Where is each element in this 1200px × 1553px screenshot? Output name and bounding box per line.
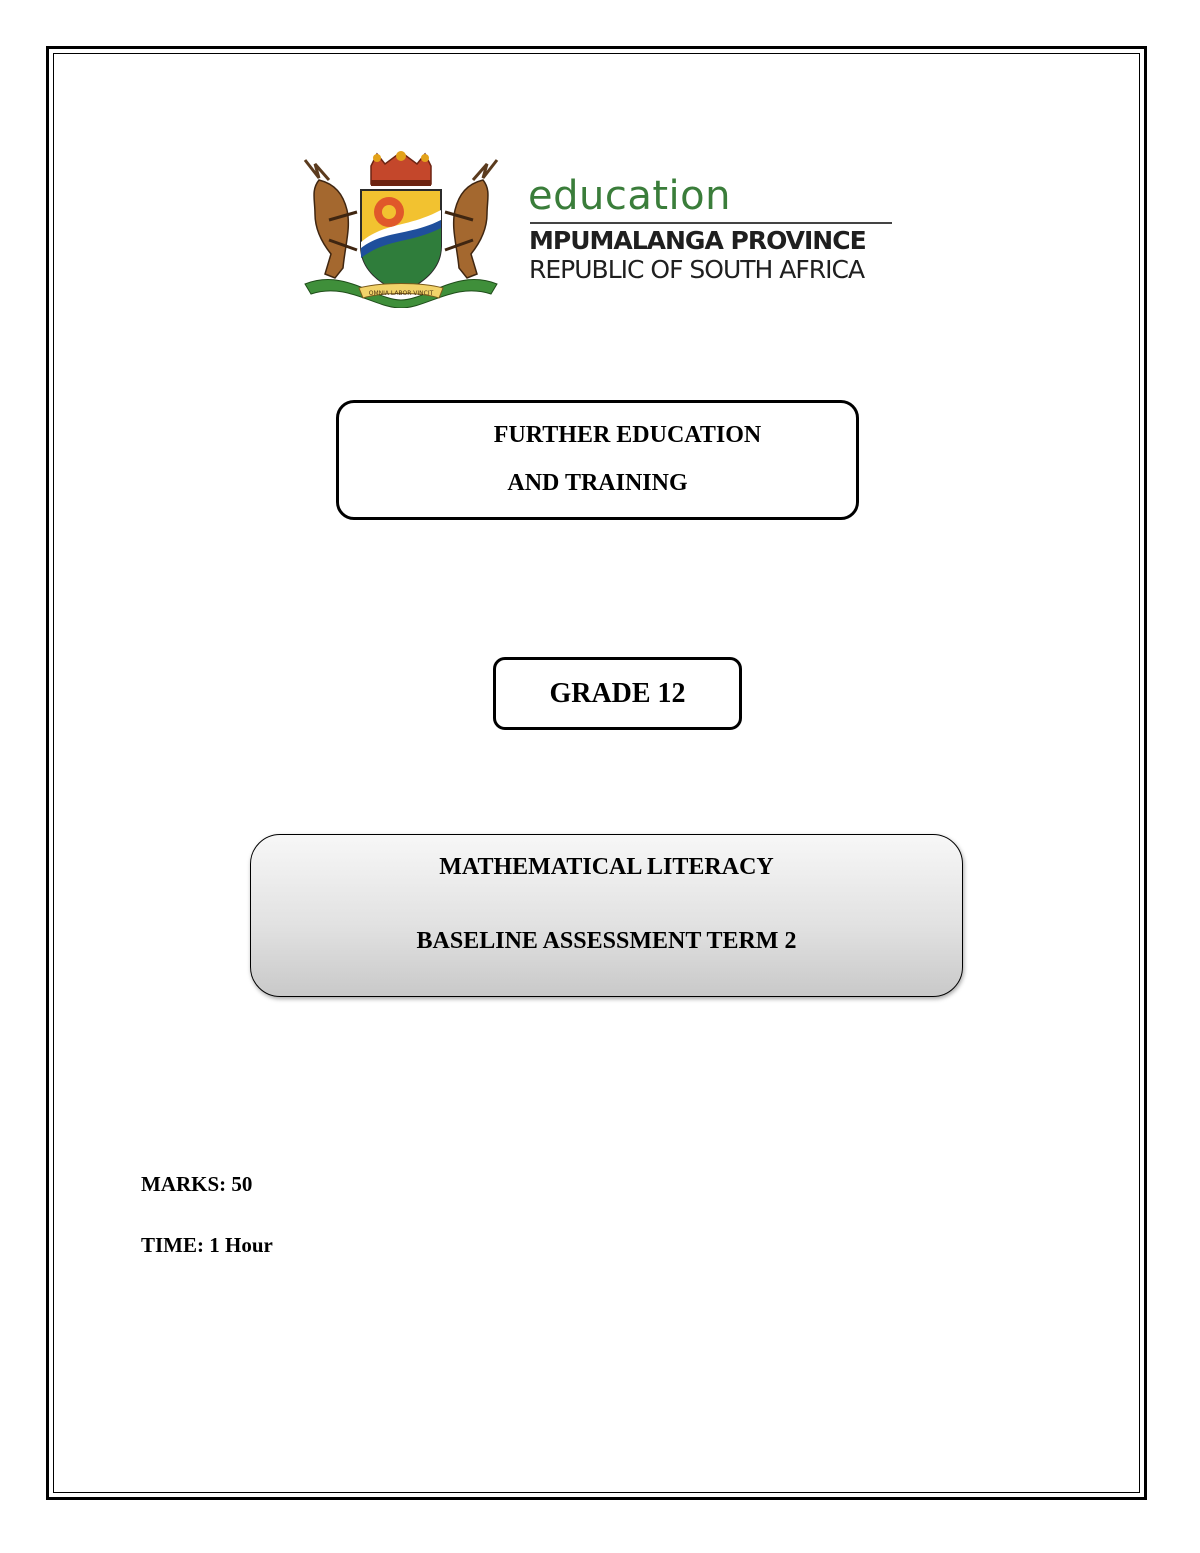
logo-education-word: education (528, 173, 731, 219)
education-logo (285, 150, 905, 310)
logo-country: REPUBLIC OF SOUTH AFRICA (529, 255, 865, 284)
logo-province: MPUMALANGA PROVINCE (529, 226, 866, 255)
assessment-title: BASELINE ASSESSMENT TERM 2 (416, 928, 797, 954)
logo-divider (530, 222, 892, 224)
phase-line-2: AND TRAINING (507, 470, 688, 496)
grade-box (493, 657, 742, 730)
phase-line-1: FURTHER EDUCATION (493, 422, 762, 448)
grade-label: GRADE 12 (549, 677, 686, 709)
svg-text:OMNIA LABOR VINCIT: OMNIA LABOR VINCIT (368, 290, 434, 297)
subject-title: MATHEMATICAL LITERACY (439, 854, 774, 880)
subject-box (250, 834, 963, 997)
time-label: TIME: 1 Hour (141, 1233, 273, 1257)
phase-box (336, 400, 859, 520)
marks-label: MARKS: 50 (141, 1172, 253, 1196)
coat-of-arms-icon (285, 150, 517, 308)
